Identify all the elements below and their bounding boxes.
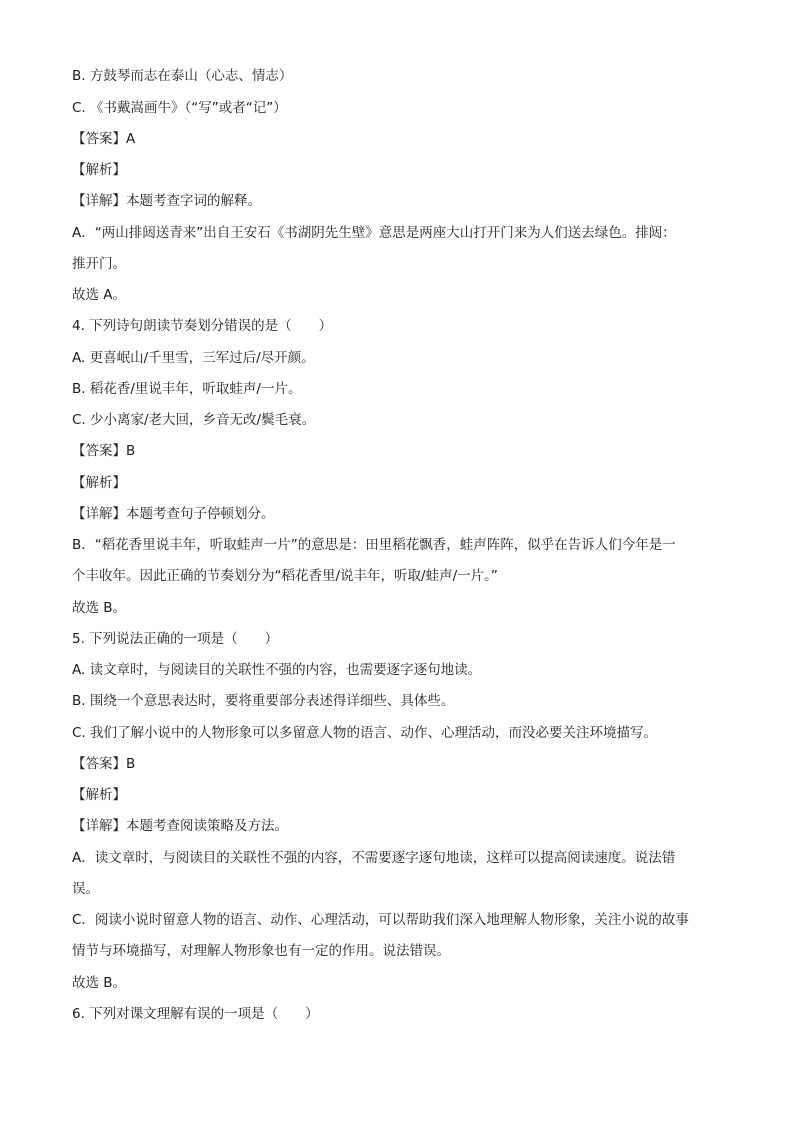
detail-text: 误。 bbox=[72, 881, 99, 897]
detail-text: 推开门。 bbox=[72, 256, 126, 272]
option-a-line: A. 更喜岷山/千里雪，三军过后/尽开颜。 bbox=[72, 350, 315, 366]
option-a-line: A. 读文章时，与阅读目的关联性不强的内容，也需要逐字逐句地读。 bbox=[72, 662, 482, 678]
detail-text: C．阅读小说时留意人物的语言、动作、心理活动，可以帮助我们深入地理解人物形象，关注小说的故事 bbox=[72, 912, 689, 928]
detail-text: B．“稻花香里说丰年，听取蛙声一片”的意思是：田里稻花飘香，蛙声阵阵，似乎在告诉人们今年是一 bbox=[72, 537, 676, 553]
option-b-line: B. 稻花香/里说丰年，听取蛙声/一片。 bbox=[72, 381, 302, 397]
option-b-line: B. 方鼓琴而志在泰山（心志、情志） bbox=[72, 68, 293, 84]
analysis-label: 【解析】 bbox=[72, 162, 126, 178]
detail-text: 【详解】本题考查句子停顿划分。 bbox=[72, 506, 275, 522]
detail-text: 【详解】本题考查阅读策略及方法。 bbox=[72, 818, 288, 834]
option-c-line: C. 《书戴嵩画牛》（“写”或者“记”） bbox=[72, 100, 287, 116]
question-6-title: 6. 下列对课文理解有误的一项是（ ） bbox=[72, 1006, 319, 1022]
answer-label: 【答案】B bbox=[72, 443, 136, 459]
option-b-line: B. 围绕一个意思表达时，要将重要部分表述得详细些、具体些。 bbox=[72, 693, 455, 709]
analysis-label: 【解析】 bbox=[72, 475, 126, 491]
detail-text: A．“两山排闼送青来”出自王安石《书湖阴先生壁》意思是两座大山打开门来为人们送去绿色。排闼： bbox=[72, 225, 676, 241]
conclusion-text: 故选 A。 bbox=[72, 287, 127, 303]
option-c-line: C. 少小离家/老大回，乡音无改/鬓毛衰。 bbox=[72, 412, 316, 428]
analysis-label: 【解析】 bbox=[72, 787, 126, 803]
detail-text: 个丰收年。因此正确的节奏划分为“稻花香里/说丰年，听取/蛙声/一片。” bbox=[72, 568, 498, 584]
conclusion-text: 故选 B。 bbox=[72, 600, 127, 616]
answer-label: 【答案】A bbox=[72, 131, 136, 147]
option-c-line: C. 我们了解小说中的人物形象可以多留意人物的语言、动作、心理活动，而没必要关注环境描写。 bbox=[72, 725, 658, 741]
detail-text: A．读文章时，与阅读目的关联性不强的内容，不需要逐字逐句地读，这样可以提高阅读速度。说法错 bbox=[72, 850, 676, 866]
question-4-title: 4. 下列诗句朗读节奏划分错误的是（ ） bbox=[72, 318, 333, 334]
conclusion-text: 故选 B。 bbox=[72, 975, 127, 991]
question-5-title: 5. 下列说法正确的一项是（ ） bbox=[72, 631, 279, 647]
detail-text: 情节与环境描写，对理解人物形象也有一定的作用。说法错误。 bbox=[72, 943, 450, 959]
answer-label: 【答案】B bbox=[72, 756, 136, 772]
detail-text: 【详解】本题考查字词的解释。 bbox=[72, 193, 261, 209]
